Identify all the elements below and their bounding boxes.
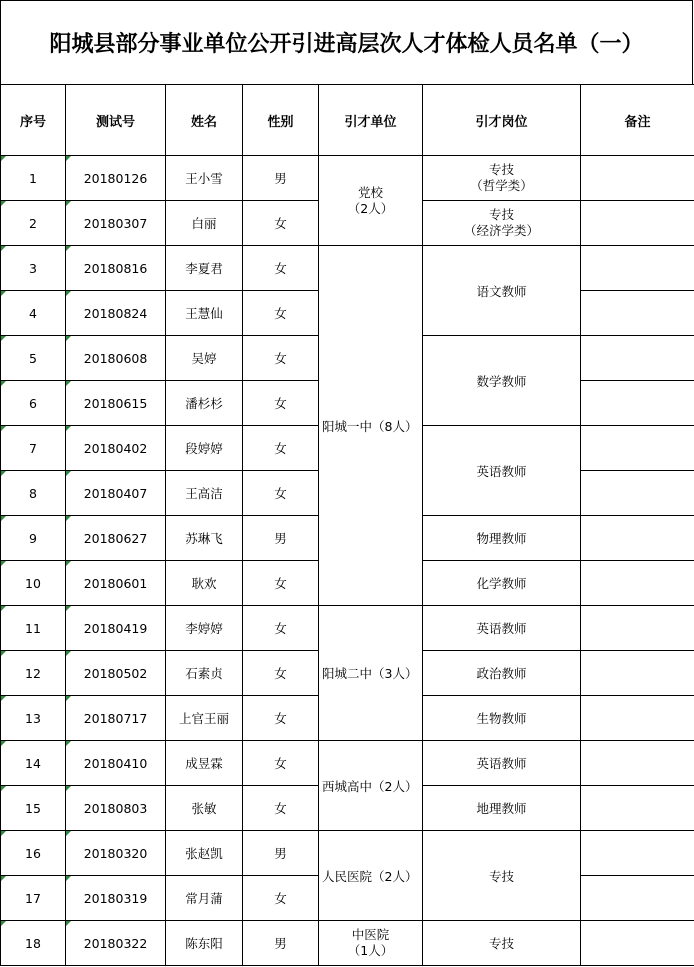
cell-no xyxy=(1,876,66,921)
table-row xyxy=(1,921,694,966)
cell-name: 段婷婷 xyxy=(166,426,243,471)
cell-sex: 男 xyxy=(243,831,319,876)
table-row xyxy=(1,156,694,201)
cell-test-id-text: 20180319 xyxy=(83,890,148,906)
post-line1: 专技 xyxy=(488,207,514,222)
cell-sex: 女 xyxy=(243,246,319,291)
comment-marker xyxy=(1,201,6,206)
cell-no-text: 17 xyxy=(25,890,41,906)
cell-test-id-text: 20180502 xyxy=(83,665,148,681)
cell-test-id-text: 20180803 xyxy=(83,800,148,816)
cell-name: 常月蒲 xyxy=(166,876,243,921)
cell-remark xyxy=(581,741,694,786)
cell-remark xyxy=(581,786,694,831)
cell-test-id xyxy=(66,831,166,876)
cell-remark xyxy=(581,561,694,606)
post-line2: （经济学类） xyxy=(463,223,539,238)
cell-test-id-text: 20180419 xyxy=(83,620,148,636)
cell-test-id xyxy=(66,201,166,246)
comment-marker xyxy=(1,606,6,611)
cell-no xyxy=(1,741,66,786)
table-row xyxy=(1,831,694,876)
cell-no-text: 16 xyxy=(25,845,41,861)
cell-post: 英语教师 xyxy=(423,426,581,516)
cell-no-text: 4 xyxy=(29,305,37,321)
cell-sex: 女 xyxy=(243,201,319,246)
cell-test-id-text: 20180717 xyxy=(83,710,148,726)
cell-unit-yizhong: 阳城一中（8人） xyxy=(319,246,423,606)
cell-name: 上官王丽 xyxy=(166,696,243,741)
cell-remark xyxy=(581,696,694,741)
cell-name: 耿欢 xyxy=(166,561,243,606)
comment-marker xyxy=(1,651,6,656)
cell-test-id xyxy=(66,561,166,606)
cell-unit-zhongyi xyxy=(319,921,423,966)
cell-test-id-text: 20180307 xyxy=(83,215,148,231)
cell-name: 潘杉杉 xyxy=(166,381,243,426)
cell-no xyxy=(1,246,66,291)
cell-remark xyxy=(581,831,694,876)
cell-name: 石素贞 xyxy=(166,651,243,696)
cell-name: 吴婷 xyxy=(166,336,243,381)
cell-remark xyxy=(581,381,694,426)
cell-name: 王小雪 xyxy=(166,156,243,201)
cell-post: 英语教师 xyxy=(423,606,581,651)
cell-sex: 女 xyxy=(243,336,319,381)
cell-no xyxy=(1,471,66,516)
cell-sex: 男 xyxy=(243,921,319,966)
unit-line1: 中医院 xyxy=(351,927,390,942)
cell-no-text: 9 xyxy=(29,530,37,546)
cell-no-text: 3 xyxy=(29,260,37,276)
cell-remark xyxy=(581,651,694,696)
comment-marker xyxy=(1,561,6,566)
cell-no-text: 8 xyxy=(29,485,37,501)
cell-name: 李婷婷 xyxy=(166,606,243,651)
cell-no xyxy=(1,921,66,966)
cell-name: 李夏君 xyxy=(166,246,243,291)
header-post: 引才岗位 xyxy=(423,85,581,156)
cell-sex: 女 xyxy=(243,786,319,831)
cell-test-id-text: 20180407 xyxy=(83,485,148,501)
cell-test-id xyxy=(66,741,166,786)
cell-remark xyxy=(581,156,694,201)
header-name: 姓名 xyxy=(166,85,243,156)
cell-remark xyxy=(581,876,694,921)
cell-no-text: 13 xyxy=(25,710,41,726)
comment-marker xyxy=(66,606,71,611)
cell-no xyxy=(1,651,66,696)
cell-remark xyxy=(581,336,694,381)
post-line2: （哲学类） xyxy=(470,178,533,193)
cell-post: 英语教师 xyxy=(423,741,581,786)
cell-no-text: 18 xyxy=(25,935,41,951)
cell-sex: 女 xyxy=(243,471,319,516)
header-remark: 备注 xyxy=(581,85,694,156)
cell-sex: 男 xyxy=(243,156,319,201)
cell-sex: 女 xyxy=(243,291,319,336)
cell-no-text: 1 xyxy=(29,170,37,186)
table-row xyxy=(1,606,694,651)
cell-sex: 女 xyxy=(243,426,319,471)
cell-no-text: 15 xyxy=(25,800,41,816)
cell-sex: 女 xyxy=(243,561,319,606)
comment-marker xyxy=(66,156,71,161)
cell-post: 化学教师 xyxy=(423,561,581,606)
cell-remark xyxy=(581,471,694,516)
cell-remark xyxy=(581,246,694,291)
cell-post: 数学教师 xyxy=(423,336,581,426)
cell-post: 生物教师 xyxy=(423,696,581,741)
cell-test-id-text: 20180824 xyxy=(83,305,148,321)
cell-test-id xyxy=(66,381,166,426)
cell-no xyxy=(1,516,66,561)
comment-marker xyxy=(66,336,71,341)
cell-no-text: 2 xyxy=(29,215,37,231)
cell-test-id-text: 20180402 xyxy=(83,440,148,456)
cell-no xyxy=(1,696,66,741)
header-unit: 引才单位 xyxy=(319,85,423,156)
cell-name: 张敏 xyxy=(166,786,243,831)
title-bar xyxy=(0,0,693,84)
cell-post: 政治教师 xyxy=(423,651,581,696)
cell-sex: 女 xyxy=(243,381,319,426)
cell-remark xyxy=(581,516,694,561)
cell-test-id xyxy=(66,786,166,831)
cell-name: 成昱霖 xyxy=(166,741,243,786)
comment-marker xyxy=(66,516,71,521)
cell-no xyxy=(1,381,66,426)
comment-marker xyxy=(66,921,71,926)
cell-test-id xyxy=(66,696,166,741)
comment-marker xyxy=(66,741,71,746)
cell-test-id-text: 20180410 xyxy=(83,755,148,771)
comment-marker xyxy=(66,876,71,881)
cell-test-id xyxy=(66,471,166,516)
cell-post: 物理教师 xyxy=(423,516,581,561)
cell-name: 白丽 xyxy=(166,201,243,246)
cell-sex: 女 xyxy=(243,651,319,696)
cell-no-text: 7 xyxy=(29,440,37,456)
comment-marker xyxy=(1,381,6,386)
cell-post: 语文教师 xyxy=(423,246,581,336)
cell-remark xyxy=(581,921,694,966)
cell-name: 苏琳飞 xyxy=(166,516,243,561)
comment-marker xyxy=(66,381,71,386)
comment-marker xyxy=(66,696,71,701)
cell-sex: 女 xyxy=(243,606,319,651)
comment-marker xyxy=(1,246,6,251)
cell-name: 王高洁 xyxy=(166,471,243,516)
comment-marker xyxy=(66,786,71,791)
cell-no xyxy=(1,201,66,246)
comment-marker xyxy=(1,696,6,701)
cell-post: 专技 xyxy=(423,921,581,966)
cell-remark xyxy=(581,426,694,471)
cell-no xyxy=(1,606,66,651)
comment-marker xyxy=(1,291,6,296)
cell-name: 陈东阳 xyxy=(166,921,243,966)
comment-marker xyxy=(66,246,71,251)
cell-test-id-text: 20180322 xyxy=(83,935,148,951)
comment-marker xyxy=(1,516,6,521)
cell-test-id-text: 20180816 xyxy=(83,260,148,276)
cell-no-text: 11 xyxy=(25,620,41,636)
comment-marker xyxy=(66,291,71,296)
cell-test-id xyxy=(66,516,166,561)
cell-unit-xicheng: 西城高中（2人） xyxy=(319,741,423,831)
unit-line1: 党校 xyxy=(357,184,383,200)
cell-test-id xyxy=(66,651,166,696)
comment-marker xyxy=(66,831,71,836)
header-test-id: 测试号 xyxy=(66,85,166,156)
comment-marker xyxy=(66,201,71,206)
comment-marker xyxy=(66,651,71,656)
cell-test-id xyxy=(66,291,166,336)
cell-sex: 男 xyxy=(243,516,319,561)
cell-test-id-text: 20180601 xyxy=(83,575,148,591)
cell-no-text: 5 xyxy=(29,350,37,366)
cell-remark xyxy=(581,201,694,246)
cell-no xyxy=(1,336,66,381)
cell-test-id-text: 20180615 xyxy=(83,395,148,411)
cell-test-id-text: 20180126 xyxy=(83,170,148,186)
cell-test-id-text: 20180627 xyxy=(83,530,148,546)
cell-test-id xyxy=(66,246,166,291)
cell-name: 王慧仙 xyxy=(166,291,243,336)
comment-marker xyxy=(1,831,6,836)
cell-sex: 女 xyxy=(243,876,319,921)
comment-marker xyxy=(66,471,71,476)
cell-test-id xyxy=(66,426,166,471)
comment-marker xyxy=(1,741,6,746)
cell-remark xyxy=(581,291,694,336)
cell-test-id xyxy=(66,876,166,921)
cell-post: 专技 xyxy=(423,831,581,921)
cell-no-text: 10 xyxy=(25,575,41,591)
comment-marker xyxy=(1,156,6,161)
cell-post xyxy=(423,201,581,246)
cell-name: 张赵凯 xyxy=(166,831,243,876)
comment-marker xyxy=(66,426,71,431)
cell-no xyxy=(1,426,66,471)
cell-sex: 女 xyxy=(243,741,319,786)
unit-line2: （1人） xyxy=(347,943,394,958)
cell-no xyxy=(1,561,66,606)
cell-no xyxy=(1,291,66,336)
cell-post xyxy=(423,156,581,201)
cell-test-id xyxy=(66,156,166,201)
header-row xyxy=(1,85,694,156)
cell-no-text: 12 xyxy=(25,665,41,681)
post-line1: 专技 xyxy=(488,162,514,177)
cell-test-id-text: 20180608 xyxy=(83,350,148,366)
cell-test-id-text: 20180320 xyxy=(83,845,148,861)
comment-marker xyxy=(1,471,6,476)
table-row xyxy=(1,741,694,786)
roster-table xyxy=(0,84,694,966)
document-title: 阳城县部分事业单位公开引进高层次人才体检人员名单（一） xyxy=(49,31,644,57)
table-row xyxy=(1,246,694,291)
cell-unit-erzhong: 阳城二中（3人） xyxy=(319,606,423,741)
cell-no xyxy=(1,156,66,201)
cell-test-id xyxy=(66,606,166,651)
cell-unit-dangxiao xyxy=(319,156,423,246)
comment-marker xyxy=(1,336,6,341)
header-no: 序号 xyxy=(1,85,66,156)
cell-no xyxy=(1,786,66,831)
comment-marker xyxy=(66,561,71,566)
cell-no-text: 14 xyxy=(25,755,41,771)
cell-no-text: 6 xyxy=(29,395,37,411)
comment-marker xyxy=(1,876,6,881)
cell-remark xyxy=(581,606,694,651)
cell-unit-renmin: 人民医院（2人） xyxy=(319,831,423,921)
comment-marker xyxy=(1,786,6,791)
cell-sex: 女 xyxy=(243,696,319,741)
cell-test-id xyxy=(66,921,166,966)
comment-marker xyxy=(1,426,6,431)
cell-post: 地理教师 xyxy=(423,786,581,831)
comment-marker xyxy=(1,921,6,926)
header-sex: 性别 xyxy=(243,85,319,156)
cell-no xyxy=(1,831,66,876)
unit-line2: （2人） xyxy=(347,200,394,216)
cell-test-id xyxy=(66,336,166,381)
